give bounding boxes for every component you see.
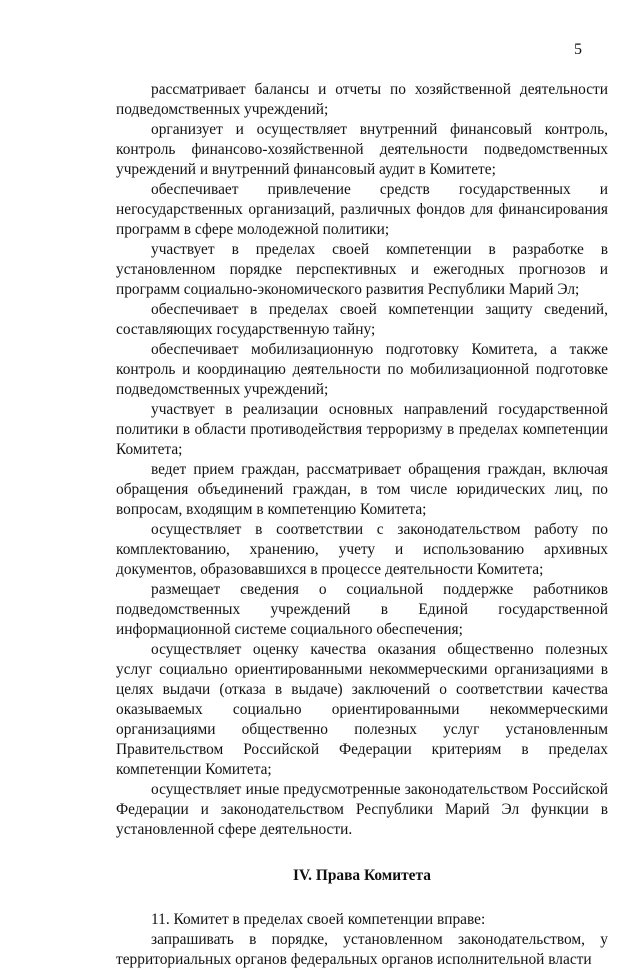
paragraph: осуществляет иные предусмотренные законодательством Российской Федерации и законодательством Республики Марий Эл функции в установленной сфере деятельности. <box>116 781 608 838</box>
paragraph: участвует в пределах своей компетенции в разработке в установленном порядке перспективных и ежегодных прогнозов и программ социально-экономического развития Республики Марий Эл; <box>116 241 608 298</box>
page-number: 5 <box>574 41 582 58</box>
paragraph: размещает сведения о социальной поддержке работников подведомственных учреждений в Единой государственной информационной системе социального обеспечения; <box>116 581 608 638</box>
section-heading: IV. Права Комитета <box>293 867 431 884</box>
paragraph: обеспечивает привлечение средств государственных и негосударственных организаций, различных фондов для финансирования программ в сфере молодежной политики; <box>116 181 608 238</box>
paragraph: обеспечивает мобилизационную подготовку Комитета, а также контроль и координацию деятельности по мобилизационной подготовке подведомственных учреждений; <box>116 341 608 398</box>
paragraph: осуществляет оценку качества оказания общественно полезных услуг социально ориентированными некоммерческими организациями в целях выдачи (отказа в выдаче) заключений о соответствии качества оказываемых социально ориентированными некоммерческими организациями общественно полезных услуг установленным Правительством Российской Федерации критериям в пределах компетенции Комитета; <box>116 641 608 778</box>
paragraph: участвует в реализации основных направлений государственной политики в области противодействия терроризму в пределах компетенции Комитета; <box>116 401 608 458</box>
paragraph: осуществляет в соответствии с законодательством работу по комплектованию, хранению, учету и использованию архивных документов, образовавшихся в процессе деятельности Комитета; <box>116 521 608 578</box>
paragraph: запрашивать в порядке, установленном законодательством, у территориальных органов федеральных органов исполнительной власти <box>116 931 608 968</box>
paragraph: рассматривает балансы и отчеты по хозяйственной деятельности подведомственных учреждений; <box>116 81 608 118</box>
paragraph: обеспечивает в пределах своей компетенции защиту сведений, составляющих государственную тайну; <box>116 301 608 338</box>
paragraph: ведет прием граждан, рассматривает обращения граждан, включая обращения объединений граждан, в том числе юридических лиц, по вопросам, входящим в компетенцию Комитета; <box>116 461 608 518</box>
paragraph: 11. Комитет в пределах своей компетенции вправе: <box>151 911 486 928</box>
paragraph: организует и осуществляет внутренний финансовый контроль, контроль финансово-хозяйственной деятельности подведомственных учреждений и внутренний финансовый аудит в Комитете; <box>116 121 608 178</box>
document-body <box>116 80 608 970</box>
